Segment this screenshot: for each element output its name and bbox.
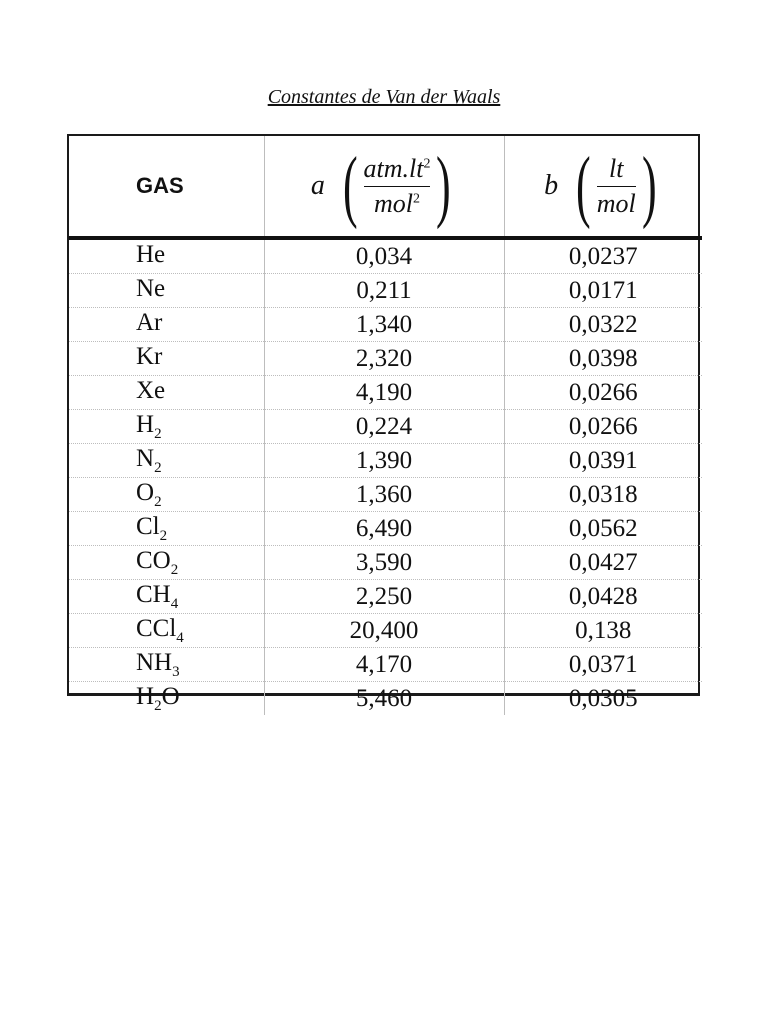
b-value-cell: 0,0398 [504, 342, 702, 376]
gas-subscript: 4 [176, 629, 184, 646]
table-row [69, 546, 702, 580]
gas-cell [69, 682, 264, 716]
gas-formula: CO [136, 546, 171, 574]
a-value-cell: 5,460 [264, 682, 504, 716]
b-column-header [504, 136, 702, 238]
table-row [69, 682, 702, 716]
gas-formula: N [136, 444, 155, 472]
a-value-cell: 4,170 [264, 648, 504, 682]
table-row [69, 580, 702, 614]
gas-subscript: 4 [170, 595, 179, 612]
a-column-header [264, 136, 504, 238]
a-value-cell: 1,340 [264, 308, 504, 342]
gas-formula: H [136, 410, 155, 438]
table-row [69, 342, 702, 376]
gas-column-header: GAS [69, 136, 264, 238]
a-value-cell: 0,034 [264, 238, 504, 274]
gas-cell [69, 410, 264, 444]
b-units-denominator: mol [596, 188, 636, 218]
gas-formula: O [136, 478, 155, 506]
gas-subscript: 2 [170, 561, 179, 578]
gas-subscript: 2 [159, 527, 168, 544]
gas-subscript: 2 [154, 697, 162, 714]
gas-subscript: 2 [154, 459, 162, 476]
a-units-numerator: atm.lt [363, 153, 424, 183]
gas-subscript: 3 [172, 663, 180, 680]
b-value-cell: 0,0427 [504, 546, 702, 580]
gas-cell [69, 546, 264, 580]
a-value-cell: 0,224 [264, 410, 504, 444]
gas-formula: Cl [136, 512, 160, 540]
b-value-cell: 0,0322 [504, 308, 702, 342]
a-units-denominator: mol [373, 188, 413, 218]
left-paren: ( [576, 142, 591, 230]
table-header-row [69, 136, 702, 238]
gas-subscript: 2 [154, 493, 162, 510]
gas-formula: Ne [136, 274, 166, 302]
gas-formula: Xe [136, 376, 166, 404]
a-value-cell: 1,360 [264, 478, 504, 512]
table-row [69, 444, 702, 478]
a-value-cell: 1,390 [264, 444, 504, 478]
a-value-cell: 2,250 [264, 580, 504, 614]
gas-cell [69, 376, 264, 410]
table-row [69, 308, 702, 342]
b-units-numerator: lt [609, 153, 624, 183]
b-value-cell: 0,138 [504, 614, 702, 648]
a-value-cell: 2,320 [264, 342, 504, 376]
b-value-cell: 0,0171 [504, 274, 702, 308]
table-row [69, 238, 702, 274]
gas-cell [69, 308, 264, 342]
table-row [69, 376, 702, 410]
b-units-fraction [597, 154, 636, 219]
a-value-cell: 4,190 [264, 376, 504, 410]
left-paren: ( [342, 142, 358, 230]
table-row [69, 274, 702, 308]
b-value-cell: 0,0562 [504, 512, 702, 546]
gas-cell [69, 614, 264, 648]
table-row [69, 648, 702, 682]
gas-cell [69, 478, 264, 512]
gas-cell [69, 274, 264, 308]
gas-cell [69, 648, 264, 682]
a-units-denominator-exponent: 2 [412, 190, 420, 206]
b-value-cell: 0,0371 [504, 648, 702, 682]
gas-subscript: 2 [154, 425, 162, 442]
a-value-cell: 3,590 [264, 546, 504, 580]
gas-formula: Kr [136, 342, 163, 370]
b-value-cell: 0,0391 [504, 444, 702, 478]
gas-formula-tail: O [161, 682, 180, 710]
right-paren: ) [641, 142, 657, 230]
a-units-fraction [364, 154, 431, 219]
a-symbol: a [310, 170, 325, 201]
b-value-cell: 0,0266 [504, 410, 702, 444]
table-row [69, 512, 702, 546]
fraction-bar [597, 186, 636, 187]
b-value-cell: 0,0305 [504, 682, 702, 716]
a-units-numerator-exponent: 2 [423, 155, 431, 171]
a-value-cell: 0,211 [264, 274, 504, 308]
constants-table [69, 136, 702, 715]
gas-cell [69, 512, 264, 546]
gas-formula: H [136, 682, 155, 710]
gas-cell [69, 444, 264, 478]
page-title: Constantes de Van der Waals [267, 86, 501, 108]
a-value-cell: 6,490 [264, 512, 504, 546]
right-paren: ) [436, 142, 452, 230]
fraction-bar [364, 186, 431, 187]
b-value-cell: 0,0266 [504, 376, 702, 410]
table-row [69, 614, 702, 648]
b-value-cell: 0,0318 [504, 478, 702, 512]
gas-formula: CH [136, 580, 171, 608]
table-row [69, 478, 702, 512]
van-der-waals-table [67, 134, 700, 714]
gas-formula: Ar [136, 308, 163, 336]
gas-cell [69, 342, 264, 376]
gas-cell [69, 580, 264, 614]
b-value-cell: 0,0237 [504, 238, 702, 274]
gas-formula: NH [136, 648, 173, 676]
a-value-cell: 20,400 [264, 614, 504, 648]
gas-cell [69, 238, 264, 274]
table-row [69, 410, 702, 444]
b-value-cell: 0,0428 [504, 580, 702, 614]
gas-formula: CCl [136, 614, 177, 642]
gas-formula: He [136, 240, 166, 268]
b-symbol: b [544, 170, 559, 201]
